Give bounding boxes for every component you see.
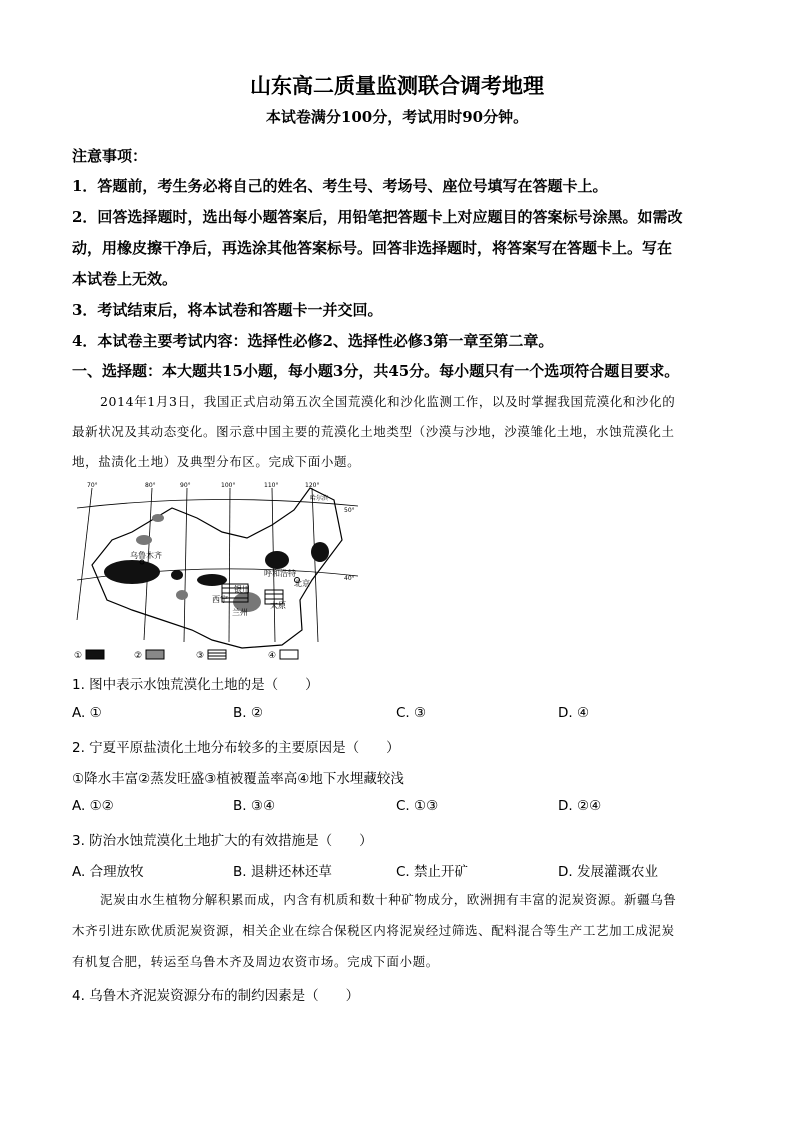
lon-90: 90° xyxy=(180,482,191,489)
section-heading: 一、选择题：本大题共15小题，每小题3分，共45分。每小题只有一个选项符合题目要求。 xyxy=(72,362,680,380)
q1-option-d: D. ④ xyxy=(558,705,590,721)
passage1-line2: 最新状况及其动态变化。图示意中国主要的荒漠化土地类型（沙漠与沙地，沙漠雏化土地，水蚀荒漠化土 xyxy=(72,424,675,439)
question-1-stem: 1. 图中表示水蚀荒漠化土地的是（ ） xyxy=(72,677,319,693)
legend-1-label: ① xyxy=(74,651,83,661)
city-taiyuan: 太原 xyxy=(270,601,286,610)
legend-3-label: ③ xyxy=(196,651,205,661)
q1-option-a: A. ① xyxy=(72,705,102,721)
city-yinchuan: 银川 xyxy=(234,585,250,594)
question-2-stem: 2. 宁夏平原盐渍化土地分布较多的主要原因是（ ） xyxy=(72,740,400,756)
legend-4-swatch xyxy=(280,650,298,659)
q1-option-b: B. ② xyxy=(233,705,263,721)
lon-80: 80° xyxy=(145,482,156,489)
question-4-stem: 4. 乌鲁木齐泥炭资源分布的制约因素是（ ） xyxy=(72,988,360,1004)
notice-1: 1．答题前，考生务必将自己的姓名、考生号、考场号、座位号填写在答题卡上。 xyxy=(72,177,608,195)
city-beijing: 北京 xyxy=(294,579,310,588)
notice-2-cont: 动，用橡皮擦干净后，再选涂其他答案标号。回答非选择题时，将答案写在答题卡上。写在 xyxy=(72,239,673,257)
q2-option-a: A. ①② xyxy=(72,798,114,814)
passage1-line3: 地，盐渍化土地）及典型分布区。完成下面小题。 xyxy=(72,454,361,469)
city-xining: 西宁 xyxy=(212,595,228,604)
passage1-line1: 2014年1月3日，我国正式启动第五次全国荒漠化和沙化监测工作，以及时掌握我国荒漠化和沙化的 xyxy=(100,394,676,409)
legend-3-swatch xyxy=(208,650,226,659)
q3-option-b: B. 退耕还林还草 xyxy=(233,864,332,880)
notice-2: 2．回答选择题时，选出每小题答案后，用铅笔把答题卡上对应题目的答案标号涂黑。如需改 xyxy=(72,208,683,226)
legend-1-swatch xyxy=(86,650,104,659)
passage2-line2: 木齐引进东欧优质泥炭资源，相关企业在综合保税区内将泥炭经过筛选、配料混合等生产工艺加工成泥炭 xyxy=(72,923,675,938)
q3-option-a: A. 合理放牧 xyxy=(72,864,144,880)
q3-option-d: D. 发展灌溉农业 xyxy=(558,864,658,880)
passage2-line3: 有机复合肥，转运至乌鲁木齐及周边农资市场。完成下面小题。 xyxy=(72,954,439,969)
lat-50: 50° xyxy=(344,507,355,514)
legend-2-swatch xyxy=(146,650,164,659)
lon-70: 70° xyxy=(87,482,98,489)
city-urumqi: 乌鲁木齐 xyxy=(130,551,162,560)
legend-2-label: ② xyxy=(134,651,143,661)
notice-3: 3．考试结束后，将本试卷和答题卡一并交回。 xyxy=(72,301,383,319)
question-3-stem: 3. 防治水蚀荒漠化土地扩大的有效措施是（ ） xyxy=(72,833,373,849)
page-subtitle: 本试卷满分100分，考试用时90分钟。 xyxy=(265,108,529,126)
q1-option-c: C. ③ xyxy=(396,705,427,721)
lon-100: 100° xyxy=(221,482,236,489)
notice-4: 4．本试卷主要考试内容：选择性必修2、选择性必修3第一章至第二章。 xyxy=(72,332,554,350)
q2-option-c: C. ①③ xyxy=(396,798,439,814)
lat-40: 40° xyxy=(344,575,355,582)
lon-120: 120° xyxy=(305,482,320,489)
passage2-line1: 泥炭由水生植物分解积累而成，内含有机质和数十种矿物成分，欧洲拥有丰富的泥炭资源。新疆乌鲁 xyxy=(100,892,677,907)
lon-110: 110° xyxy=(264,482,279,489)
city-lanzhou: 兰州 xyxy=(232,608,248,617)
q2-option-d: D. ②④ xyxy=(558,798,602,814)
q2-option-b: B. ③④ xyxy=(233,798,276,814)
desertification-map xyxy=(72,480,358,662)
q3-option-c: C. 禁止开矿 xyxy=(396,864,469,880)
city-hohhot: 呼和浩特 xyxy=(264,569,296,578)
page-title: 山东高二质量监测联合调考地理 xyxy=(250,74,544,98)
city-harbin: 哈尔滨 xyxy=(310,495,329,502)
question-2-statements: ①降水丰富②蒸发旺盛③植被覆盖率高④地下水埋藏较浅 xyxy=(72,771,404,787)
notice-2-end: 本试卷上无效。 xyxy=(72,270,178,288)
legend-4-label: ④ xyxy=(268,651,277,661)
notice-heading: 注意事项： xyxy=(72,147,148,165)
